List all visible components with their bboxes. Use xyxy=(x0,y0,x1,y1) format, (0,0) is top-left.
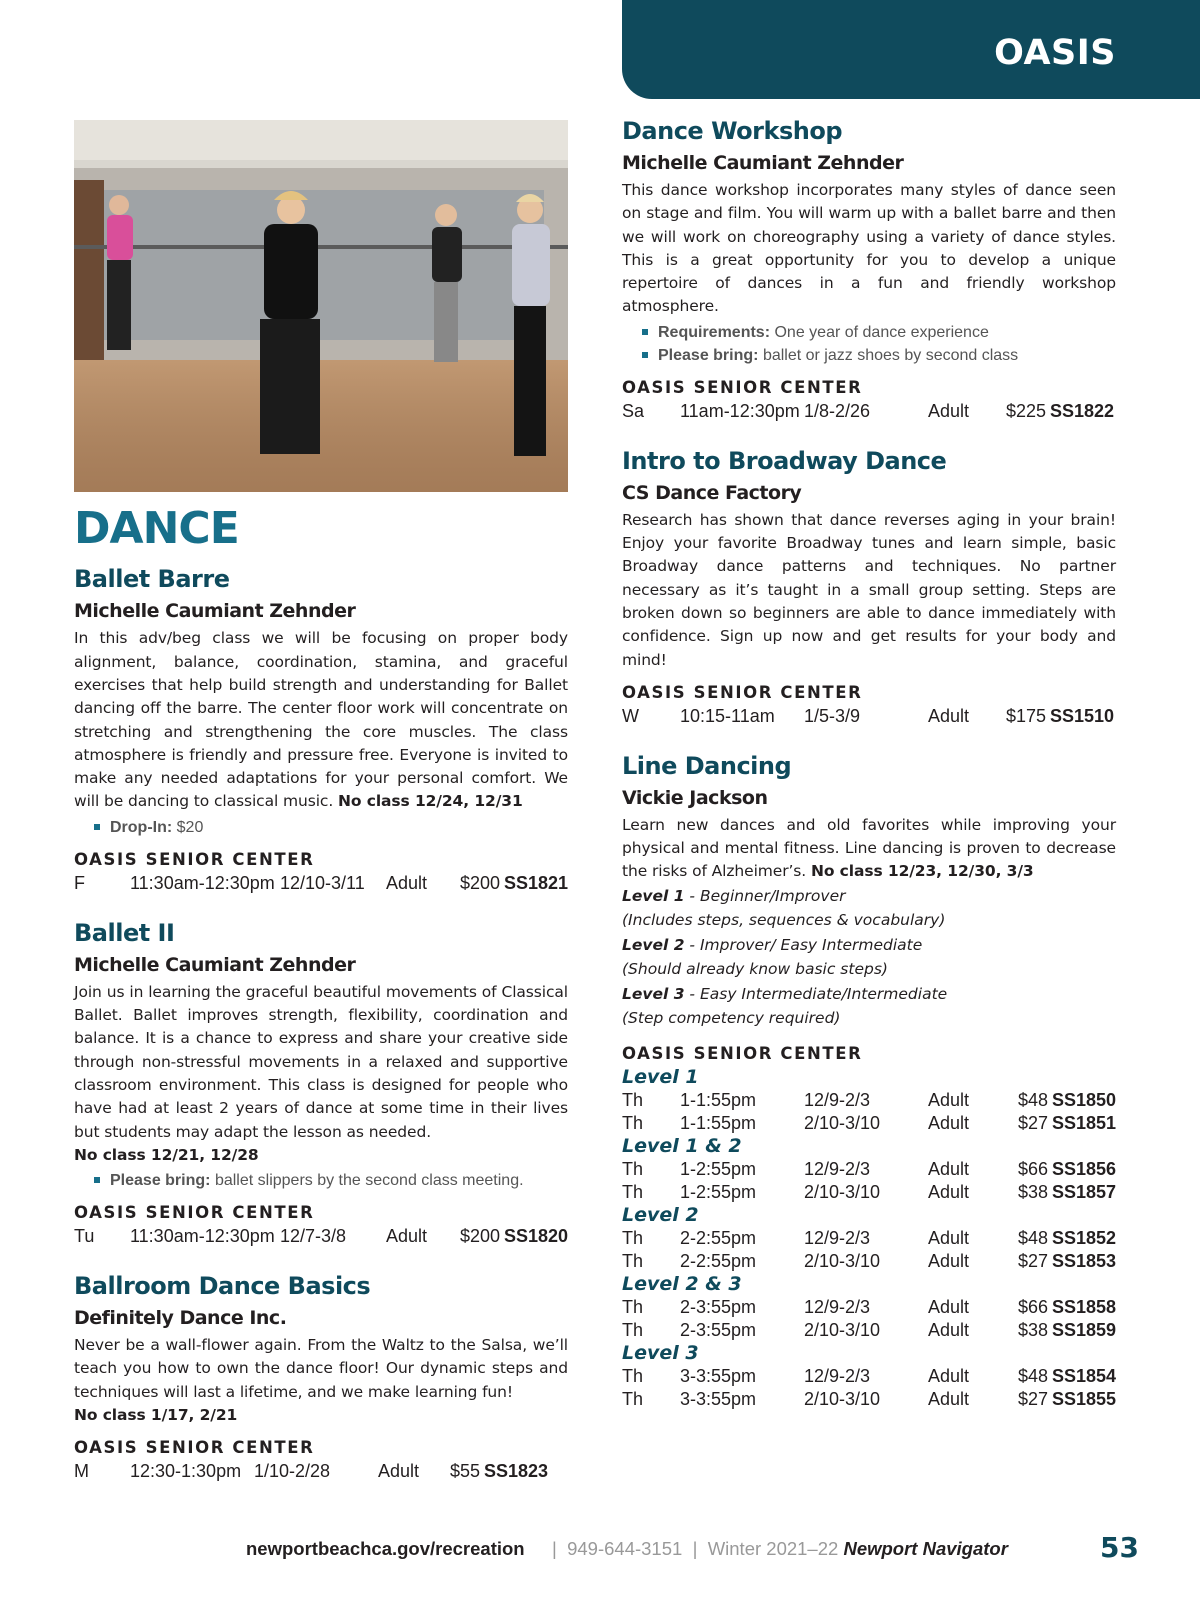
schedule-dates: 1/8-2/26 xyxy=(804,400,871,421)
schedule-dates: 2/10-3/10 xyxy=(804,1250,881,1271)
course-bullets xyxy=(74,816,568,839)
schedule-dates: 12/9-2/3 xyxy=(804,1296,871,1317)
schedule-time: 11:30am-12:30pm xyxy=(130,872,275,893)
course-code: SS1857 xyxy=(1051,1181,1116,1202)
course-title: Intro to Broadway Dance xyxy=(622,446,947,475)
page-footer xyxy=(0,1531,1200,1565)
schedule-dates: 2/10-3/10 xyxy=(804,1319,881,1340)
course-description: Learn new dances and old favorites while improving your physical and mental fitness. Line dancing is proven to decrease the risks of Alzheimer’s. No class 12/23, 12/30, 3/3 xyxy=(622,815,1116,881)
course-instructor: Michelle Caumiant Zehnder xyxy=(74,600,356,623)
course-code: SS1853 xyxy=(1051,1250,1116,1271)
course-code: SS1855 xyxy=(1051,1388,1116,1409)
schedule-day: F xyxy=(74,872,85,893)
course-description: Research has shown that dance reverses aging in your brain! Enjoy your favorite Broadway tunes and learn simple, basic Broadway dance patterns and techniques. No partner necessary as it’s taught in a small group setting. Steps are broken down so beginners are able to dance immediately with confidence. Sign up now and get results for your body and mind! xyxy=(622,510,1116,669)
section-title: DANCE xyxy=(74,503,239,554)
course-location: OASIS SENIOR CENTER xyxy=(74,849,315,869)
no-class-note: No class 12/21, 12/28 xyxy=(74,1145,259,1164)
schedule-fee: $27 xyxy=(1017,1112,1048,1133)
no-class-note: No class 12/23, 12/30, 3/3 xyxy=(810,862,1034,881)
schedule-day: Th xyxy=(622,1089,644,1110)
course-instructor: Michelle Caumiant Zehnder xyxy=(74,953,356,976)
schedule-time: 3-3:55pm xyxy=(680,1388,757,1409)
footer-phone: 949-644-3151 xyxy=(567,1538,683,1559)
schedule-day: Tu xyxy=(74,1226,95,1247)
schedule-day: Th xyxy=(622,1227,644,1248)
course-instructor: Definitely Dance Inc. xyxy=(74,1307,287,1330)
level-group-label: Level 3 xyxy=(622,1341,699,1364)
bullet-item: Please bring: ballet slippers by the second class meeting. xyxy=(94,1169,568,1192)
schedule-time: 1-1:55pm xyxy=(680,1089,757,1110)
schedule-fee: $38 xyxy=(1017,1319,1048,1340)
schedule-day: Th xyxy=(622,1388,644,1409)
schedule-age: Adult xyxy=(928,1089,970,1110)
schedule-age: Adult xyxy=(378,1461,420,1482)
course-description: In this adv/beg class we will be focusing on proper body alignment, balance, coordination, stamina, and graceful exercises that help build strength and understanding for Ballet dancing off the barre. The center floor work will concentrate on stretching and strengthening the core muscles. The class atmosphere is friendly and pressure free. Everyone is invited to make any needed adaptations for your personal comfort. We will be dancing to classical music. No class 12/24, 12/31 xyxy=(74,629,568,811)
bullet-item: Drop-In: $20 xyxy=(94,816,568,839)
page-number: 53 xyxy=(1100,1531,1139,1564)
level-description: Level 1 - Beginner/Improver (Includes steps, sequences & vocabulary) xyxy=(622,886,946,930)
schedule-dates: 1/5-3/9 xyxy=(804,705,861,726)
schedule-row xyxy=(622,705,1116,728)
schedule-row xyxy=(622,1227,1116,1250)
schedule-age: Adult xyxy=(928,1112,970,1133)
schedule-row xyxy=(622,1181,1116,1204)
course-code: SS1823 xyxy=(483,1461,548,1482)
course-instructor: Michelle Caumiant Zehnder xyxy=(622,152,904,174)
course-title: Ballet II xyxy=(74,918,175,947)
schedule-day: W xyxy=(622,705,639,726)
course-description: This dance workshop incorporates many styles of dance seen on stage and film. You will warm up with a ballet barre and then we will work on choreography using a variety of dance styles. This is a great opportunity for you to develop a unique repertoire of dances in a fun and friendly workshop atmosphere. xyxy=(622,181,1116,316)
course-code: SS1852 xyxy=(1051,1227,1116,1248)
schedule-dates: 12/7-3/8 xyxy=(280,1226,347,1247)
course-title: Dance Workshop xyxy=(622,117,843,145)
schedule-dates: 12/9-2/3 xyxy=(804,1158,871,1179)
no-class-note: No class 1/17, 2/21 xyxy=(74,1406,238,1425)
schedule-time: 2-3:55pm xyxy=(680,1319,757,1340)
schedule-row xyxy=(622,1112,1116,1135)
schedule-row xyxy=(622,1388,1116,1411)
schedule-row xyxy=(622,1158,1116,1181)
schedule-day: Th xyxy=(622,1181,644,1202)
schedule-day: Th xyxy=(622,1112,644,1133)
level-group-label: Level 2 xyxy=(622,1203,699,1226)
course-code: SS1821 xyxy=(503,872,568,893)
schedule-fee: $175 xyxy=(1005,705,1046,726)
schedule-fee: $27 xyxy=(1017,1388,1048,1409)
schedule-day: Th xyxy=(622,1158,644,1179)
schedule-dates: 2/10-3/10 xyxy=(804,1181,881,1202)
schedule-time: 2-2:55pm xyxy=(680,1227,757,1248)
course-ballet-barre xyxy=(74,563,568,894)
course-location: OASIS SENIOR CENTER xyxy=(74,1203,315,1223)
schedule-dates: 2/10-3/10 xyxy=(804,1112,881,1133)
schedule-age: Adult xyxy=(928,705,970,726)
dance-class-photo-illustration xyxy=(74,120,568,492)
schedule-time: 12:30-1:30pm xyxy=(130,1461,242,1482)
schedule-age: Adult xyxy=(928,1227,970,1248)
level-description: Level 2 - Improver/ Easy Intermediate (Should already know basic steps) xyxy=(622,935,923,979)
section-tab xyxy=(622,0,1200,99)
schedule-fee: $55 xyxy=(449,1461,480,1482)
schedule-time: 11am-12:30pm xyxy=(680,400,800,421)
schedule-day: Th xyxy=(622,1250,644,1271)
schedule-age: Adult xyxy=(928,1250,970,1271)
course-code: SS1820 xyxy=(503,1226,568,1247)
course-ballet-ii xyxy=(74,917,568,1248)
course-dance-workshop xyxy=(622,115,1116,423)
course-code: SS1856 xyxy=(1051,1158,1116,1179)
right-column xyxy=(622,115,1116,1433)
schedule-time: 2-2:55pm xyxy=(680,1250,757,1271)
schedule-dates: 12/9-2/3 xyxy=(804,1089,871,1110)
schedule-day: Sa xyxy=(622,400,645,421)
schedule-fee: $48 xyxy=(1017,1227,1048,1248)
schedule-age: Adult xyxy=(386,872,428,893)
schedule-row xyxy=(622,1296,1116,1319)
schedule-row xyxy=(622,400,1116,423)
course-instructor: Vickie Jackson xyxy=(622,786,768,809)
course-location: OASIS SENIOR CENTER xyxy=(622,682,863,702)
course-location: OASIS SENIOR CENTER xyxy=(622,1043,863,1063)
course-bullets xyxy=(74,1169,568,1192)
schedule-age: Adult xyxy=(928,400,970,421)
course-location: OASIS SENIOR CENTER xyxy=(74,1438,315,1458)
schedule-day: Th xyxy=(622,1296,644,1317)
footer-info: | 949-644-3151 | Winter 2021–22 Newport Navigator xyxy=(552,1538,1008,1559)
level-group-label: Level 1 xyxy=(622,1065,699,1088)
schedule-fee: $48 xyxy=(1017,1365,1048,1386)
schedule-row xyxy=(74,1225,568,1248)
course-code: SS1854 xyxy=(1051,1365,1116,1386)
schedule-age: Adult xyxy=(386,1226,428,1247)
schedule-age: Adult xyxy=(928,1319,970,1340)
schedule-time: 2-3:55pm xyxy=(680,1296,757,1317)
course-code: SS1822 xyxy=(1049,400,1114,421)
level-description: Level 3 - Easy Intermediate/Intermediate (Step competency required) xyxy=(622,984,948,1028)
line-dancing-schedule xyxy=(622,1066,1116,1411)
schedule-time: 3-3:55pm xyxy=(680,1365,757,1386)
course-title: Ballroom Dance Basics xyxy=(74,1272,371,1301)
course-ballroom xyxy=(74,1270,568,1483)
schedule-time: 10:15-11am xyxy=(680,705,775,726)
course-line-dancing xyxy=(622,750,1116,1411)
schedule-fee: $200 xyxy=(459,1226,500,1247)
course-bullets xyxy=(622,321,1116,367)
schedule-dates: 12/9-2/3 xyxy=(804,1365,871,1386)
level-group-label: Level 2 & 3 xyxy=(622,1272,742,1295)
schedule-age: Adult xyxy=(928,1296,970,1317)
schedule-time: 1-1:55pm xyxy=(680,1112,757,1133)
course-code: SS1850 xyxy=(1051,1089,1116,1110)
left-column xyxy=(74,505,568,1505)
schedule-fee: $48 xyxy=(1017,1089,1048,1110)
course-code: SS1859 xyxy=(1051,1319,1116,1340)
schedule-age: Adult xyxy=(928,1158,970,1179)
schedule-age: Adult xyxy=(928,1388,970,1409)
schedule-fee: $66 xyxy=(1017,1296,1048,1317)
schedule-row xyxy=(622,1365,1116,1388)
course-broadway xyxy=(622,445,1116,728)
schedule-day: M xyxy=(74,1461,89,1482)
course-instructor: CS Dance Factory xyxy=(622,481,802,504)
course-title: Line Dancing xyxy=(622,751,792,780)
schedule-dates: 12/9-2/3 xyxy=(804,1227,871,1248)
schedule-fee: $66 xyxy=(1017,1158,1048,1179)
section-tab-label: OASIS xyxy=(994,33,1116,73)
schedule-row xyxy=(74,1460,568,1483)
schedule-day: Th xyxy=(622,1319,644,1340)
schedule-row xyxy=(622,1319,1116,1342)
schedule-day: Th xyxy=(622,1365,644,1386)
no-class-note: No class 12/24, 12/31 xyxy=(338,792,523,811)
dance-class-photo xyxy=(74,120,568,492)
schedule-fee: $38 xyxy=(1017,1181,1048,1202)
bullet-item: Please bring: ballet or jazz shoes by second class xyxy=(642,344,1116,367)
footer-season: Winter 2021–22 xyxy=(707,1538,839,1559)
course-description: Join us in learning the graceful beautiful movements of Classical Ballet. Ballet improves strength, flexibility, coordination and balance. It is a chance to express and share your creative side through non-stressful movements in a relaxed and supportive classroom environment. This class is designed for people who have had at least 2 years of dance at some time in their lives but students may adapt the lesson as needed. No class 12/21, 12/28 xyxy=(74,982,568,1164)
course-code: SS1851 xyxy=(1051,1112,1116,1133)
schedule-row xyxy=(622,1250,1116,1273)
schedule-fee: $200 xyxy=(459,872,500,893)
footer-url[interactable]: newportbeachca.gov/recreation xyxy=(246,1538,525,1559)
schedule-time: 11:30am-12:30pm xyxy=(130,1226,275,1247)
course-location: OASIS SENIOR CENTER xyxy=(622,377,863,397)
schedule-time: 1-2:55pm xyxy=(680,1158,757,1179)
schedule-fee: $27 xyxy=(1017,1250,1048,1271)
schedule-time: 1-2:55pm xyxy=(680,1181,757,1202)
schedule-row xyxy=(74,872,568,895)
schedule-dates: 1/10-2/28 xyxy=(254,1461,331,1482)
schedule-fee: $225 xyxy=(1005,400,1046,421)
schedule-dates: 12/10-3/11 xyxy=(280,872,365,893)
course-code: SS1858 xyxy=(1051,1296,1116,1317)
schedule-dates: 2/10-3/10 xyxy=(804,1388,881,1409)
schedule-age: Adult xyxy=(928,1365,970,1386)
schedule-age: Adult xyxy=(928,1181,970,1202)
footer-publication: Newport Navigator xyxy=(843,1538,1008,1559)
course-description: Never be a wall-flower again. From the Waltz to the Salsa, we’ll teach you how to own the dance floor! Our dynamic steps and techniques will last a lifetime, and we make learning fun! No class 1/17, 2/21 xyxy=(74,1336,568,1425)
course-code: SS1510 xyxy=(1049,705,1114,726)
course-title: Ballet Barre xyxy=(74,565,230,594)
schedule-row xyxy=(622,1089,1116,1112)
level-group-label: Level 1 & 2 xyxy=(622,1134,742,1157)
bullet-item: Requirements: One year of dance experience xyxy=(642,321,1116,344)
